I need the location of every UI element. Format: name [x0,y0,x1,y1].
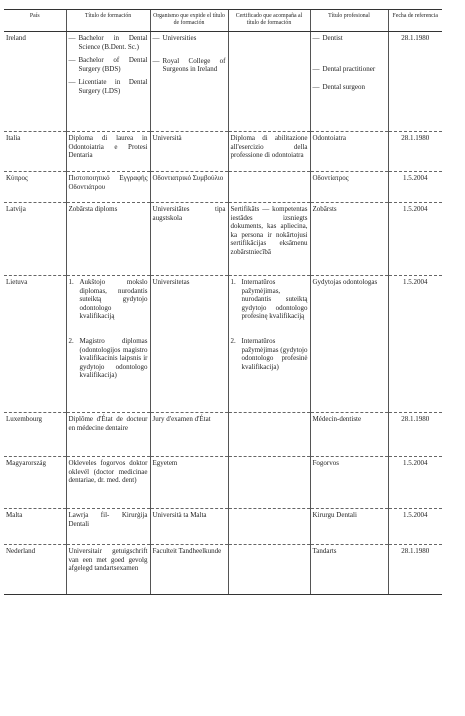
list-item: — Dentist [312,34,343,42]
header-pais: País [4,10,66,32]
table-row [4,32,442,132]
table-row [4,413,442,457]
title-cell: Okleveles fogorvos doktor oklevél (doctor medicinae dentariae, dr. med. dent) [66,457,150,509]
date-cell: 1.5.2004 [388,276,442,413]
body-cell: Universitātes tipa augstskola [150,203,228,276]
country-cell: Ireland [4,32,66,132]
date-cell: 1.5.2004 [388,172,442,203]
title-cell: Lawrja fil- Kirurġija Dentali [66,509,150,545]
date-cell: 28.1.1980 [388,32,442,132]
country-cell: Lietuva [4,276,66,413]
professional-cell: Zobārsts [310,203,388,276]
table-row [4,545,442,595]
country-cell: Magyarország [4,457,66,509]
header-fecha: Fecha de referencia [388,10,442,32]
body-cell: Οδοντιατρικό Συμβούλιο [150,172,228,203]
certificate-cell: Diploma di abilitazione all'esercizio della professione di odontoiatra [228,132,310,172]
certificate-cell [228,457,310,509]
body-cell: Universitetas [150,276,228,413]
professional-cell: Odontoiatra [310,132,388,172]
body-cell: Faculteit Tandheelkunde [150,545,228,595]
professional-cell: Médecin-dentiste [310,413,388,457]
list-item: — Royal College of Surgeons in Ireland [152,56,226,74]
date-cell: 28.1.1980 [388,413,442,457]
title-cell: Universitair getuigschrift van een met goed gevolg afgelegd tandartsexamen [66,545,150,595]
title-cell: Πιστοποιητικό Εγγραφής Οδοντιάτρου [66,172,150,203]
certificate-cell [228,545,310,595]
qualifications-table [4,9,442,595]
table-row [4,509,442,545]
professional-cell: Fogorvos [310,457,388,509]
table-row [4,203,442,276]
country-cell: Latvija [4,203,66,276]
table-header-row [4,10,442,32]
body-cell: Università [150,132,228,172]
list-item: — Bachelor of Dental Surgery (BDS) [68,56,148,73]
title-cell [66,32,150,132]
header-organismo: Organismo que expide el título de formación [150,10,228,32]
table-row [4,132,442,172]
list-item: — Dental surgeon [312,83,365,92]
country-cell: Malta [4,509,66,545]
certificate-cell [228,276,310,413]
table-row [4,172,442,203]
list-item: 1. Aukštojo mokslo diplomas, nurodantis suteiktą gydytojo odontologo kvalifikaciją [68,278,148,321]
list-item: — Licentiate in Dental Surgery (LDS) [68,78,148,95]
professional-cell: Kirurgu Dentali [310,509,388,545]
body-cell: Egyetem [150,457,228,509]
list-item: — Dental practitioner [312,64,376,73]
country-cell: Italia [4,132,66,172]
list-item: — Bachelor in Dental Science (B.Dent. Sc.) [68,34,148,51]
list-item: 2. Magistro diplomas (odontologijos magistro kvalifikacinis laipsnis ir gydytojo odontologo kvalifikacija) [68,336,148,380]
certificate-cell [228,413,310,457]
professional-cell [310,32,388,132]
country-cell: Κύπρος [4,172,66,203]
title-cell: Zobārsta diploms [66,203,150,276]
date-cell: 28.1.1980 [388,545,442,595]
header-certificado: Certificado que acompaña al título de formación [228,10,310,32]
date-cell: 1.5.2004 [388,457,442,509]
certificate-cell [228,32,310,132]
list-item: 2. Internatūros pažymėjimas (gydytojo odontologo profesinė kvalifikacija) [230,336,308,371]
table-row [4,457,442,509]
professional-cell: Tandarts [310,545,388,595]
date-cell: 28.1.1980 [388,132,442,172]
title-cell: Diploma di laurea in Odontoiatria e Protesi Dentaria [66,132,150,172]
date-cell: 1.5.2004 [388,203,442,276]
body-cell: Jury d'examen d'État [150,413,228,457]
professional-cell: Οδοντίατρος [310,172,388,203]
certificate-cell [228,509,310,545]
country-cell: Nederland [4,545,66,595]
header-profesional: Título profesional [310,10,388,32]
list-item: — Universities [152,34,197,42]
body-cell: Università ta Malta [150,509,228,545]
date-cell: 1.5.2004 [388,509,442,545]
header-titulo: Título de formación [66,10,150,32]
certificate-cell [228,172,310,203]
country-cell: Luxembourg [4,413,66,457]
professional-cell: Gydytojas odontologas [310,276,388,413]
table-row [4,276,442,413]
certificate-cell: Sertifikāts — kompetentas iestādes izsniegts dokuments, kas apliecina, ka persona ir nokārtojusi sertifikācijas eksāmenu zobārstniecībā [228,203,310,276]
body-cell [150,32,228,132]
list-item: 1. Internatūros pažymėjimas, nurodantis suteiktą gydytojo odontologo profesinę kvalifikaciją [230,278,308,321]
title-cell [66,276,150,413]
title-cell: Diplôme d'État de docteur en médecine dentaire [66,413,150,457]
